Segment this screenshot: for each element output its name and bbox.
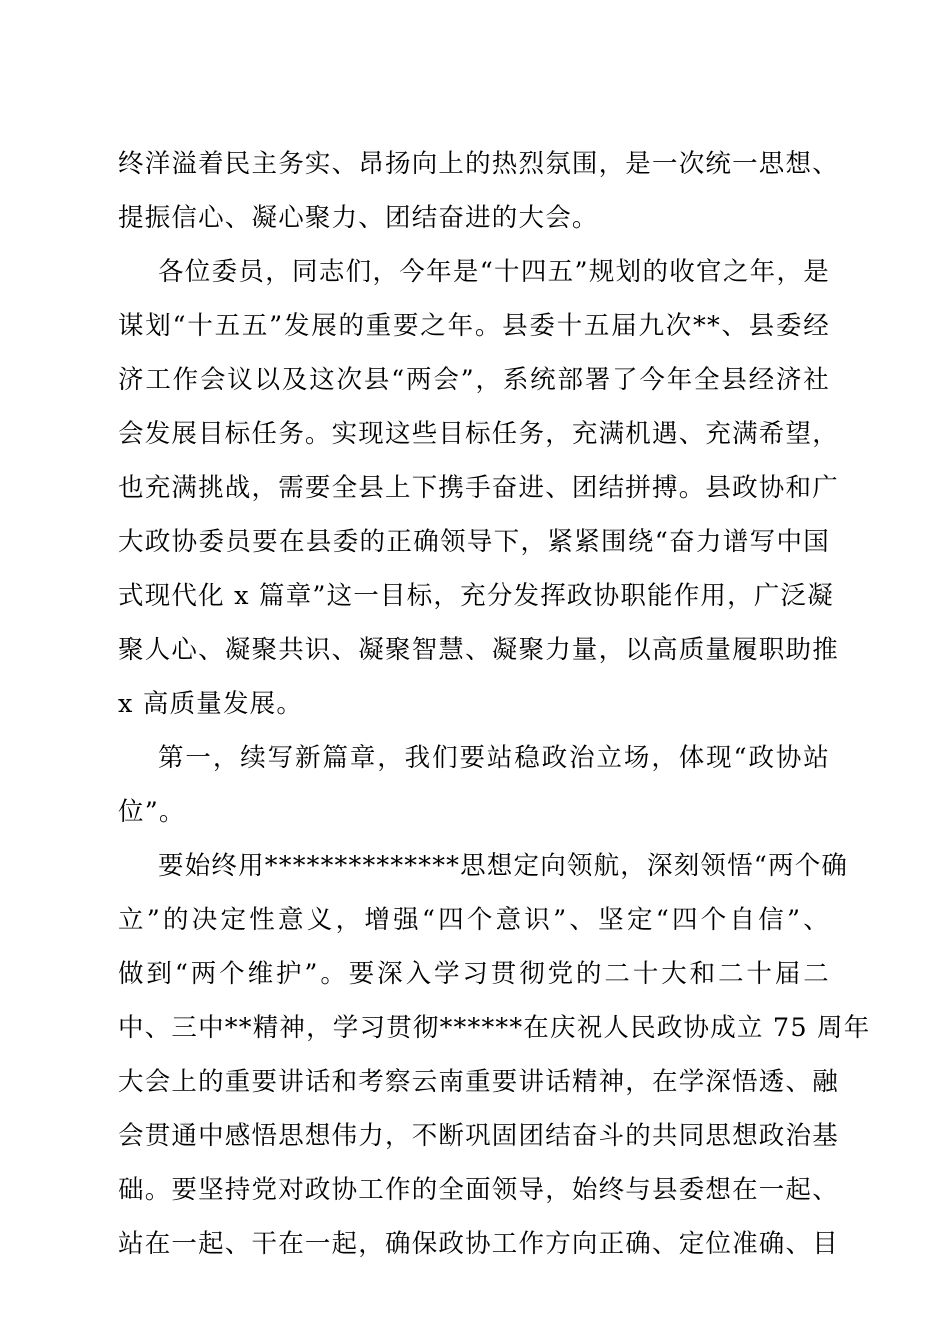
text-line: 大政协委员要在县委的正确领导下，紧紧围绕“奋力谱写中国 bbox=[118, 527, 830, 557]
text-line: 会贯通中感悟思想伟力，不断巩固团结奋斗的共同思想政治基 bbox=[118, 1121, 839, 1151]
text-line: 式现代化 x 篇章”这一目标，充分发挥政协职能作用，广泛凝 bbox=[118, 581, 834, 611]
text-line: 做到“两个维护”。要深入学习贯彻党的二十大和二十届二 bbox=[118, 959, 830, 989]
text-line: 中、三中**精神，学习贯彻******在庆祝人民政协成立 75 周年 bbox=[118, 1013, 871, 1043]
text-line: 第一，续写新篇章，我们要站稳政治立场，体现“政协站 bbox=[158, 743, 830, 773]
text-line: 聚人心、凝聚共识、凝聚智慧、凝聚力量，以高质量履职助推 bbox=[118, 635, 839, 665]
text-line: 提振信心、凝心聚力、团结奋进的大会。 bbox=[118, 203, 599, 233]
text-line: 会发展目标任务。实现这些目标任务，充满机遇、充满希望， bbox=[118, 419, 839, 449]
text-line: 也充满挑战，需要全县上下携手奋进、团结拼搏。县政协和广 bbox=[118, 473, 839, 503]
text-line: 各位委员，同志们，今年是“十四五”规划的收官之年，是 bbox=[158, 257, 830, 287]
text-line: 立”的决定性意义，增强“四个意识”、坚定“四个自信”、 bbox=[118, 905, 830, 935]
text-line: 位”。 bbox=[118, 797, 186, 827]
text-line: 大会上的重要讲话和考察云南重要讲话精神，在学深悟透、融 bbox=[118, 1067, 839, 1097]
text-line: 谋划“十五五”发展的重要之年。县委十五届九次**、县委经 bbox=[118, 311, 830, 341]
text-line: 终洋溢着民主务实、昂扬向上的热烈氛围，是一次统一思想、 bbox=[118, 149, 839, 179]
text-line: 站在一起、干在一起，确保政协工作方向正确、定位准确、目 bbox=[118, 1229, 839, 1259]
text-line: 济工作会议以及这次县“两会”，系统部署了今年全县经济社 bbox=[118, 365, 830, 395]
body-text bbox=[118, 137, 871, 1271]
text-line: 础。要坚持党对政协工作的全面领导，始终与县委想在一起、 bbox=[118, 1175, 839, 1205]
text-line: x 高质量发展。 bbox=[118, 689, 304, 719]
text-line: 要始终用**************思想定向领航，深刻领悟“两个确 bbox=[158, 851, 849, 881]
